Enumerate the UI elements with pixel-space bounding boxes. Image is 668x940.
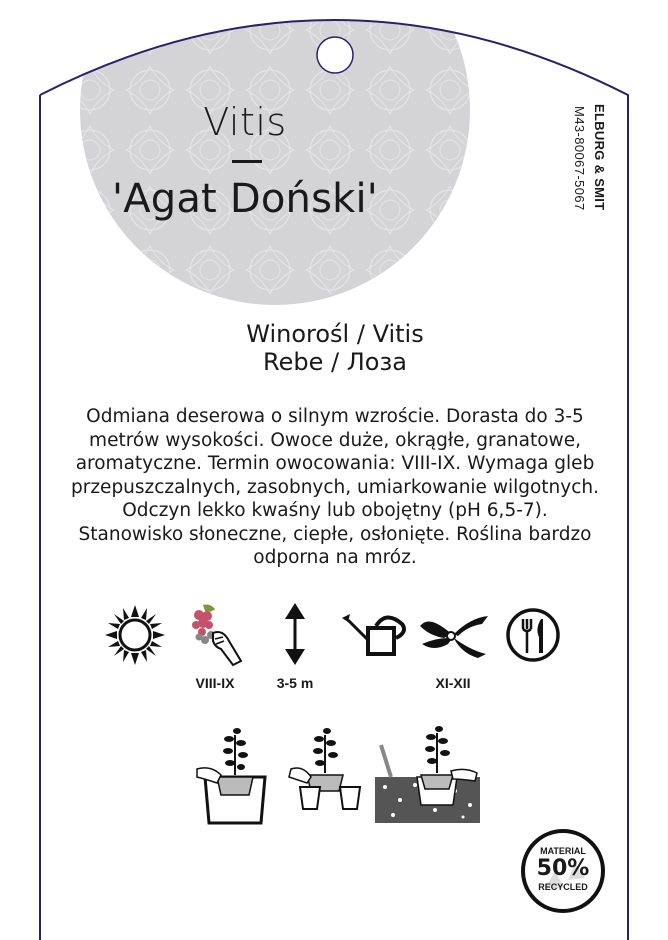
pruning-label: XI-XII — [435, 675, 471, 691]
edible-icon — [505, 607, 561, 663]
harvest-label: VIII-IX — [195, 675, 235, 691]
common-names — [170, 320, 500, 376]
step2 — [289, 728, 360, 809]
plant-cultivar: 'Agat Doński' — [112, 176, 378, 222]
watering-can-icon — [340, 610, 410, 660]
product-code: M43-80067-5067 — [572, 106, 587, 211]
recycled-top-text: MATERIAL — [540, 846, 586, 856]
sun-icon — [105, 605, 165, 665]
height-label: 3-5 m — [276, 675, 314, 691]
pruning-shears-icon — [418, 612, 490, 660]
plant-genus: Vitis — [203, 100, 287, 144]
height-icon — [280, 603, 310, 665]
fruit-harvest-icon — [185, 603, 245, 668]
plant-description: Odmiana deserowa o silnym wzroście. Dorasta do 3-5 metrów wysokości. Owoce duże, okrągłe, granatowe, aromatyczne. Termin owocowania: VIII-IX. Wymaga gleb przepuszczalnych, zasobnych, umiarkowanie wilgotnych. Odczyn lekko kwaśny lub obojętny (pH 6,5-7). Stanowisko słoneczne, ciepłe, osłonięte. Roślina bardzo odporna na mróz. — [71, 406, 599, 568]
step1 — [197, 728, 265, 823]
step3 — [375, 726, 480, 823]
brand-name: ELBURG & SMIT — [592, 104, 607, 211]
planting-instructions-illustration — [195, 725, 480, 825]
common-names-line2: Rebe / Лоза — [263, 348, 407, 376]
recycled-bottom-text: RECYCLED — [538, 882, 588, 892]
hang-hole — [317, 37, 353, 73]
common-names-line1: Winorośl / Vitis — [246, 320, 424, 348]
title-divider — [232, 160, 262, 163]
recycled-percent: 50% — [536, 856, 590, 881]
